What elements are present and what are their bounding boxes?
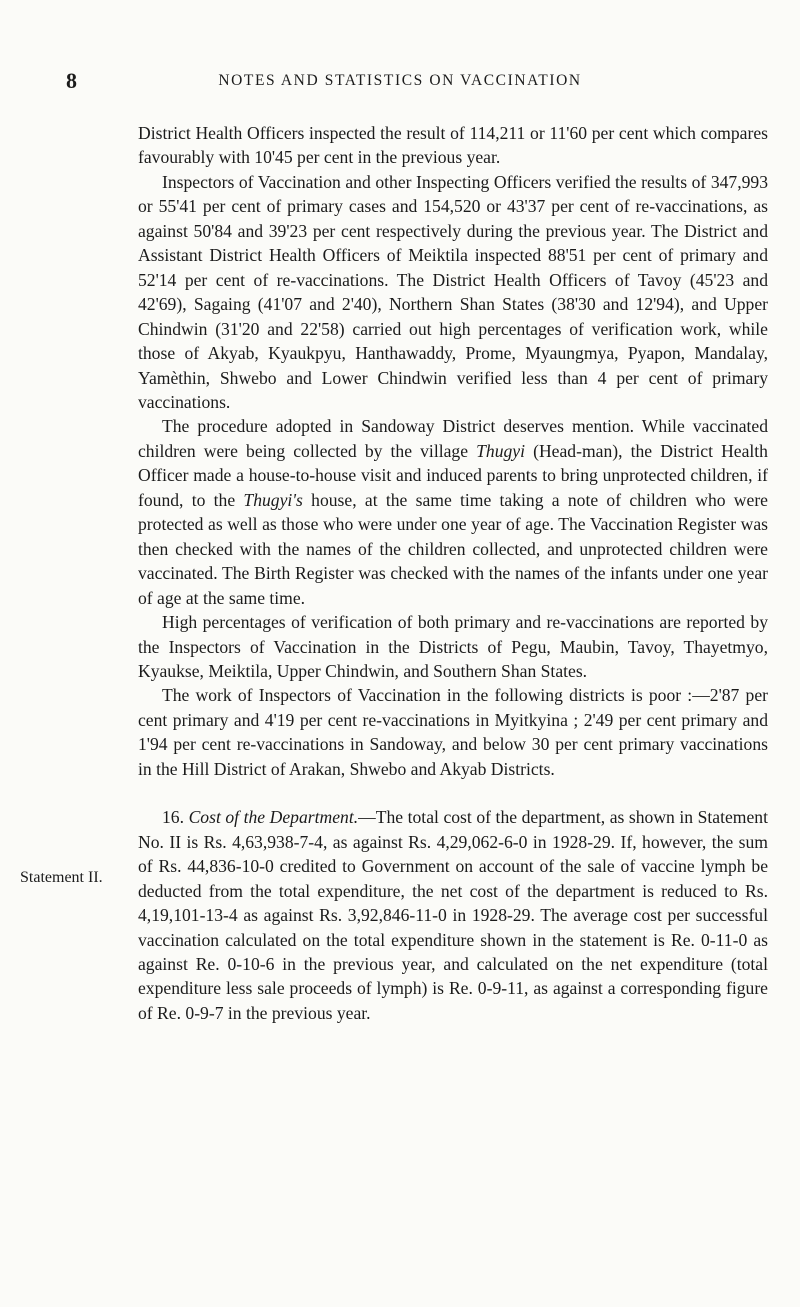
paragraph-sandoway-procedure: [138, 414, 768, 610]
paragraph-verification: Inspectors of Vaccination and other Inspecting Officers verified the results of 347,993 or 55'41 per cent of primary cases and 154,520 or 43'37 per cent of re-vaccinations, as against 50'84 and 39'23 per cent respectively during the previous year. The District and Assistant District Health Officers of Meiktila inspected 88'51 per cent of primary and 52'14 per cent of re-vaccinations. The District Health Officers of Tavoy (45'23 and 42'69), Sagaing (41'07 and 2'40), Northern Shan States (38'30 and 12'94), and Upper Chindwin (31'20 and 22'58) carried out high percentages of verification work, while those of Akyab, Kyaukpyu, Hanthawaddy, Prome, Myaungmya, Pyapon, Mandalay, Yamèthin, Shwebo and Lower Chindwin verified less than 4 per cent of primary vaccinations.: [138, 171, 768, 412]
body-text: [138, 121, 768, 1025]
text-run: house, at the same time taking a note of children who were protected as well as those who were under one year of age. The Vaccination Register was then checked with the names of the children collected, and unprotected children were vaccinated. The Birth Register was checked with the names of the infants under one year of age at the same time.: [138, 489, 768, 608]
italic-term-thugyis: Thugyi's: [243, 489, 303, 510]
paragraph-poor-work: The work of Inspectors of Vaccination in the following districts is poor :—2'87 per cent primary and 4'19 per cent re-vaccinations in Myitkyina ; 2'49 per cent primary and 1'94 per cent re-vaccinations in Sandoway, and below 30 per cent primary vaccinations in the Hill District of Arakan, Shwebo and Akyab Districts.: [138, 685, 768, 779]
section-heading: Cost of the Department.: [188, 807, 359, 828]
section-number: 16.: [162, 807, 184, 828]
running-head-title: NOTES AND STATISTICS ON VACCINATION: [218, 72, 582, 89]
page-number: 8: [66, 68, 77, 93]
section-body: —The total cost of the department, as shown in Statement No. II is Rs. 4,63,938-7-4, as against Rs. 4,29,062-6-0 in 1928-29. If, however, the sum of Rs. 44,836-10-0 credited to Government on account of the sale of vaccine lymph be deducted from the total expenditure, the net cost of the department is reduced to Rs. 4,19,101-13-4 as against Rs. 3,92,846-11-0 in 1928-29. The average cost per successful vaccination calculated on the total expenditure shown in the statement is Re. 0-11-0 as against Re. 0-10-6 in the previous year, and calculated on the net expenditure (total expenditure less sale proceeds of lymph) is Re. 0-9-11, as against a corresponding figure of Re. 0-9-7 in the previous year.: [138, 807, 768, 1023]
paragraph-high-percentages: High percentages of verification of both primary and re-vaccinations are reported by the Inspectors of Vaccination in the Districts of Pegu, Maubin, Tavoy, Thayetmyo, Kyaukse, Meiktila, Upper Chindwin, and Southern Shan States.: [138, 612, 768, 681]
margin-note-statement: Statement II.: [20, 869, 103, 886]
italic-term-thugyi: Thugyi: [476, 440, 525, 461]
paragraph-cost-of-department: [138, 805, 768, 1025]
paragraph-inspection-results: District Health Officers inspected the result of 114,211 or 11'60 per cent which compares favourably with 10'45 per cent in the previous year.: [138, 123, 768, 168]
text-run: The procedure adopted in Sandoway District deserves mention. While vaccinated children were being collected by the village: [138, 416, 768, 461]
text-run: (Head-man), the District Health Officer made a house-to-house visit and induced parents to bring unprotected children, if found, to the: [138, 440, 768, 510]
